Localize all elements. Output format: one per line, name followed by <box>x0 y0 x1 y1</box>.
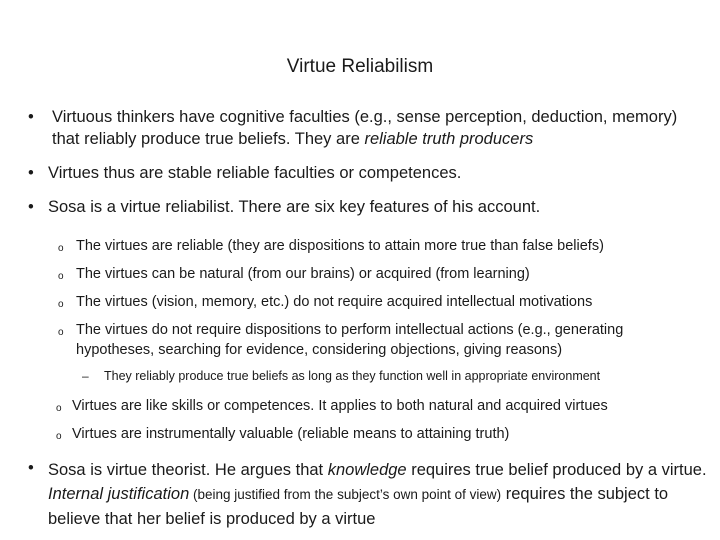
bullet-text <box>28 458 708 531</box>
circle-bullet-icon: o <box>58 271 64 282</box>
bullet-text-part: requires true belief produced by a virtue. <box>406 461 707 479</box>
bullet-text-part: Virtuous thinkers have cognitive faculties (e.g., sense perception, deduction, memory) that reliably produce true beliefs. They are <box>52 108 678 148</box>
bullet-3 <box>28 196 700 218</box>
bullet-text-part: requires the subject to believe that her belief is produced by a virtue <box>48 485 669 528</box>
bullet-text <box>28 106 700 150</box>
circle-bullet-icon: o <box>58 327 64 338</box>
circle-bullet-icon: o <box>56 403 62 414</box>
sub-item-2 <box>58 264 698 284</box>
bullet-text-small: (being justified from the subject’s own point of view) <box>189 487 502 502</box>
sub-item-4 <box>58 320 682 360</box>
sub-item-text: The virtues do not require dispositions to perform intellectual actions (e.g., generating hypotheses, searching for evidence, considering objections, giving reasons) <box>76 322 624 358</box>
sub-item-5 <box>56 396 700 416</box>
bullet-marker: • <box>28 164 34 182</box>
sub-item-text: Virtues are instrumentally valuable (reliable means to attaining truth) <box>72 426 510 442</box>
slide-title: Virtue Reliabilism <box>286 56 434 77</box>
sub-item-text: The virtues can be natural (from our brains) or acquired (from learning) <box>76 266 530 282</box>
bullet-2 <box>28 162 700 184</box>
bullet-text: Virtues thus are stable reliable faculties or competences. <box>48 164 462 182</box>
bullet-text: Sosa is a virtue reliabilist. There are six key features of his account. <box>48 198 541 216</box>
sub-item-text: Virtues are like skills or competences. It applies to both natural and acquired virtues <box>72 398 608 414</box>
circle-bullet-icon: o <box>58 299 64 310</box>
bullet-marker: • <box>28 198 34 216</box>
bullet-emphasis: reliable truth producers <box>364 130 534 148</box>
bullet-1 <box>28 106 700 150</box>
bullet-emphasis: Internal justification <box>48 485 190 503</box>
sub-sub-item-text: They reliably produce true beliefs as long as they function well in appropriate environment <box>104 369 601 383</box>
circle-bullet-icon: o <box>58 243 64 254</box>
bullet-text-part: Sosa is virtue theorist. He argues that <box>48 461 328 479</box>
sub-item-text: The virtues are reliable (they are dispositions to attain more true than false beliefs) <box>76 238 604 254</box>
bullet-marker: • <box>28 459 34 477</box>
sub-sub-item <box>82 368 702 385</box>
dash-bullet-icon: – <box>82 369 89 383</box>
bullet-marker: • <box>28 108 34 126</box>
sub-item-3 <box>58 292 698 312</box>
sub-item-6 <box>56 424 700 444</box>
circle-bullet-icon: o <box>56 431 62 442</box>
bullet-emphasis: knowledge <box>327 461 407 479</box>
bullet-4 <box>28 458 708 531</box>
sub-item-text: The virtues (vision, memory, etc.) do not require acquired intellectual motivations <box>76 294 593 310</box>
sub-item-1 <box>58 236 698 256</box>
